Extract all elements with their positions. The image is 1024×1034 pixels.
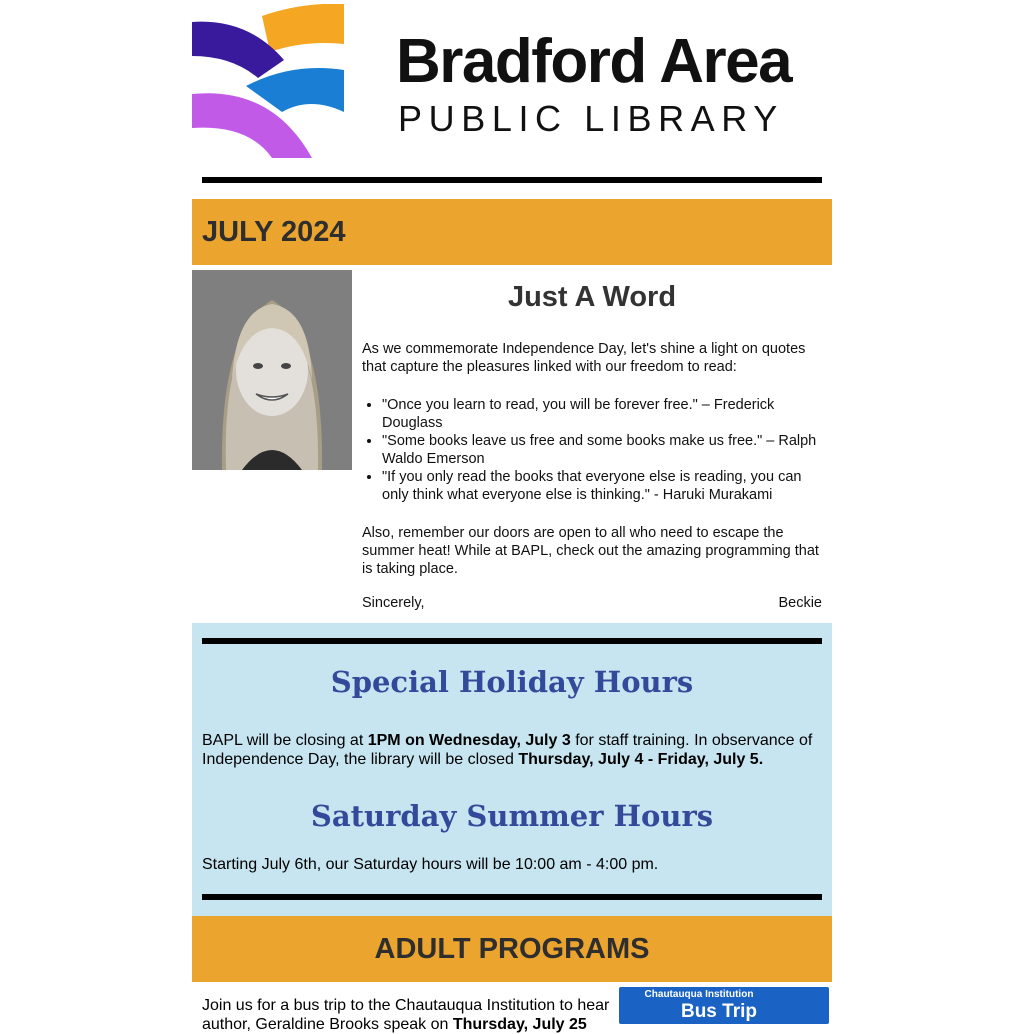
- section-divider: [202, 894, 822, 900]
- signature: Beckie: [778, 595, 822, 611]
- letter-signoff: [362, 594, 822, 612]
- holiday-hours-heading: Special Holiday Hours: [330, 665, 694, 699]
- signoff-text: Sincerely,: [362, 595, 425, 611]
- logo-title: Bradford Area: [396, 27, 792, 96]
- bus-trip-card-line1: Chautauqua Institution: [644, 989, 754, 1000]
- section-divider: [202, 638, 822, 644]
- letter-body: [362, 270, 822, 612]
- newsletter-page: [192, 0, 832, 1033]
- month-label: JULY 2024: [202, 215, 346, 248]
- bus-trip-image[interactable]: [619, 987, 829, 1024]
- library-header: [192, 0, 832, 170]
- letter-intro: As we commemorate Independence Day, let's shine a light on quotes that capture the pleasures linked with our freedom to read:: [362, 341, 806, 375]
- bus-trip-card-line2: Bus Trip: [680, 1001, 757, 1022]
- letter-closing: Also, remember our doors are open to all who need to escape the summer heat! While at BAPL, check out the amazing programming that is taking place.: [362, 525, 819, 577]
- library-logo-icon: [192, 4, 344, 158]
- month-banner: [192, 199, 832, 265]
- summer-hours-text: Starting July 6th, our Saturday hours will be 10:00 am - 4:00 pm.: [202, 856, 659, 873]
- quote-item: • "If you only read the books that everyone else is reading, you can only think what everyone else is thinking." - Haruki Murakami: [382, 468, 822, 504]
- letter-title: Just A Word: [507, 281, 677, 313]
- hours-section: [192, 623, 832, 916]
- adult-programs-banner: [192, 916, 832, 982]
- holiday-hours-text: BAPL will be closing at 1PM on Wednesday, July 3 for staff training. In observance of Independence Day, the library will be closed Thursday, July 4 - Friday, July 5.: [202, 732, 813, 768]
- quote-item: • "Some books leave us free and some books make us free." – Ralph Waldo Emerson: [382, 432, 822, 468]
- header-divider: [202, 177, 822, 183]
- adult-programs-heading: ADULT PROGRAMS: [374, 932, 650, 965]
- summer-hours-heading: Saturday Summer Hours: [310, 799, 714, 833]
- quote-item: • "Once you learn to read, you will be forever free." – Frederick Douglass: [382, 396, 822, 432]
- director-photo: [192, 270, 352, 470]
- bus-trip-text: Join us for a bus trip to the Chautauqua Institution to hear author, Geraldine Brooks speak on Thursday, July 25: [202, 997, 610, 1033]
- quote-list: [362, 396, 822, 504]
- director-letter: [192, 270, 832, 623]
- logo-subtitle: PUBLIC LIBRARY: [398, 98, 784, 139]
